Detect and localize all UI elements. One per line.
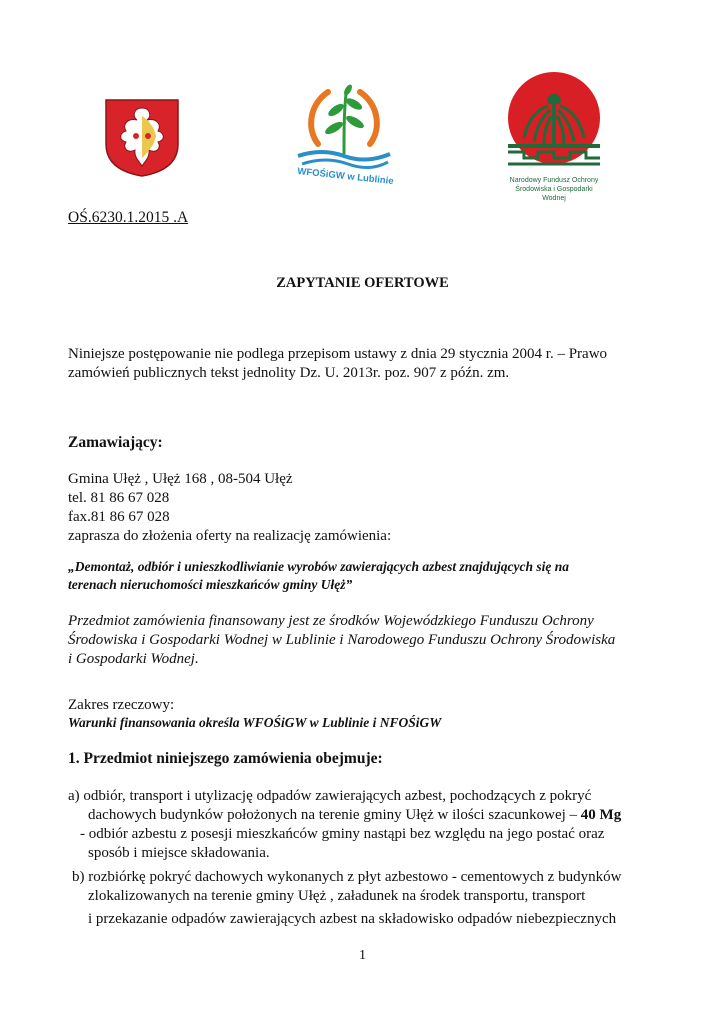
reference-number: OŚ.6230.1.2015 .A [68, 209, 189, 226]
section-1-b-line-3: i przekazanie odpadów zawierających azbest na składowisko odpadów niebezpiecznych [88, 911, 617, 927]
financing-line-1: Przedmiot zamówienia finansowany jest ze środków Wojewódzkiego Funduszu Ochrony [68, 613, 594, 629]
orderer-address: Gmina Ułęż , Ułęż 168 , 08-504 Ułęż [68, 471, 293, 487]
section-1-heading: 1. Przedmiot niniejszego zamówienia obejmuje: [68, 750, 383, 767]
document-title: ZAPYTANIE OFERTOWE [276, 275, 449, 291]
section-1-a-note-2: sposób i miejsce składowania. [88, 845, 270, 861]
section-1-a-note-1: - odbiór azbestu z posesji mieszkańców gminy nastąpi bez względu na jego postać oraz [80, 826, 605, 842]
section-1-a-line-2-text: dachowych budynków położonych na terenie gminy Ułęż w ilości szacunkowej – [88, 807, 581, 823]
project-title-line-2: terenach nieruchomości mieszkańców gminy Ułęż” [68, 577, 353, 592]
scope-conditions: Warunki finansowania określa WFOŚiGW w Lublinie i NFOŚiGW [68, 715, 442, 730]
intro-line-2: zamówień publicznych tekst jednolity Dz. U. 2013r. poz. 907 z późn. zm. [68, 365, 510, 381]
coat-of-arms-logo [104, 98, 180, 178]
wfosigw-logo-text: WFOŚiGW w Lublinie [296, 166, 395, 188]
financing-line-2: Środowiska i Gospodarki Wodnej w Lublinie i Narodowego Funduszu Ochrony Środowiska [68, 632, 616, 648]
scope-label: Zakres rzeczowy: [68, 697, 175, 713]
section-1-b-line-2: zlokalizowanych na terenie gminy Ułęż , załadunek na środek transportu, transport [88, 888, 586, 904]
section-1-a-line-2 [88, 806, 621, 825]
orderer-invite: zaprasza do złożenia oferty na realizację zamówienia: [68, 528, 392, 544]
nfosigw-logo [504, 72, 604, 202]
financing-line-3: i Gospodarki Wodnej. [68, 651, 199, 667]
orderer-tel: tel. 81 86 67 028 [68, 490, 170, 506]
nfosigw-logo-text: Narodowy Fundusz Ochrony Środowiska i Gospodarki Wodnej [509, 177, 599, 202]
intro-line-1: Niniejsze postępowanie nie podlega przepisom ustawy z dnia 29 stycznia 2004 r. – Prawo [68, 346, 608, 362]
orderer-fax: fax.81 86 67 028 [68, 509, 170, 525]
project-title-line-1: „Demontaż, odbiór i unieszkodliwianie wyrobów zawierających azbest znajdujących się na [68, 559, 570, 574]
section-1-b-line-1: b) rozbiórkę pokryć dachowych wykonanych z płyt azbestowo - cementowych z budynków [72, 869, 622, 885]
wfosigw-logo [292, 82, 396, 192]
orderer-heading: Zamawiający: [68, 434, 163, 451]
section-1-a-line-1: a) odbiór, transport i utylizację odpadów zawierających azbest, pochodzących z pokryć [68, 788, 592, 804]
estimated-amount: 40 Mg [580, 807, 622, 823]
page-number: 1 [359, 948, 366, 963]
